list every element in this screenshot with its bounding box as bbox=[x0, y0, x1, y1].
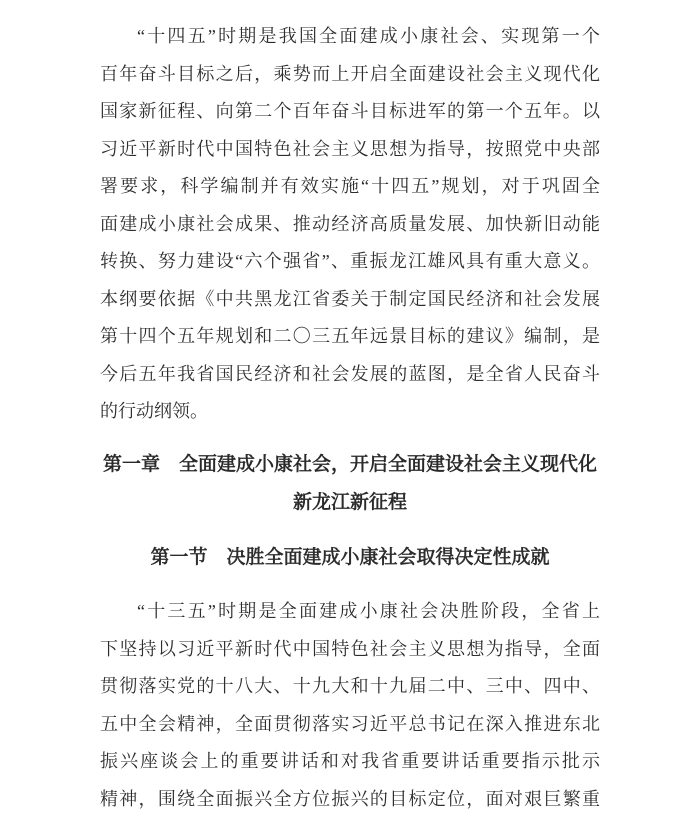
section-heading: 第一节 决胜全面建成小康社会取得决定性成就 bbox=[150, 546, 550, 568]
body-line: 面建成小康社会成果、推动经济高质量发展、加快新旧动能 bbox=[100, 213, 600, 234]
chapter-heading-line-1: 第一章 全面建成小康社会，开启全面建设社会主义现代化 bbox=[102, 453, 597, 475]
body-line: 今后五年我省国民经济和社会发展的蓝图，是全省人民奋斗 bbox=[100, 363, 600, 384]
body-line: “十四五”时期是我国全面建成小康社会、实现第一个 bbox=[137, 26, 600, 46]
body-line: 的行动纲领。 bbox=[100, 401, 208, 421]
body-line: 精神，围绕全面振兴全方位振兴的目标定位，面对艰巨繁重 bbox=[100, 788, 600, 809]
chapter-heading bbox=[100, 446, 600, 522]
body-line: “十三五”时期是全面建成小康社会决胜阶段，全省上 bbox=[137, 601, 600, 621]
body-line: 下坚持以习近平新时代中国特色社会主义思想为指导，全面 bbox=[100, 638, 600, 659]
body-line: 转换、努力建设“六个强省”、重振龙江雄风具有重大意义。 bbox=[100, 251, 600, 271]
body-paragraph-1 bbox=[100, 18, 600, 431]
body-line: 习近平新时代中国特色社会主义思想为指导，按照党中央部 bbox=[100, 138, 600, 159]
body-line: 五中全会精神，全面贯彻落实习近平总书记在深入推进东北 bbox=[100, 713, 600, 734]
body-line: 国家新征程、向第二个百年奋斗目标进军的第一个五年。以 bbox=[100, 101, 600, 121]
body-line: 本纲要依据《中共黑龙江省委关于制定国民经济和社会发展 bbox=[100, 288, 600, 309]
body-line: 第十四个五年规划和二〇三五年远景目标的建议》编制，是 bbox=[100, 326, 600, 346]
body-paragraph-2 bbox=[100, 593, 600, 818]
chapter-heading-line-2: 新龙江新征程 bbox=[292, 491, 407, 513]
body-line: 百年奋斗目标之后，乘势而上开启全面建设社会主义现代化 bbox=[100, 63, 600, 84]
document-text-column bbox=[100, 18, 600, 818]
body-line: 贯彻落实党的十八大、十九大和十九届二中、三中、四中、 bbox=[100, 676, 600, 696]
body-line: 振兴座谈会上的重要讲话和对我省重要讲话重要指示批示 bbox=[100, 751, 600, 771]
body-line: 署要求，科学编制并有效实施“十四五”规划，对于巩固全 bbox=[100, 176, 600, 196]
